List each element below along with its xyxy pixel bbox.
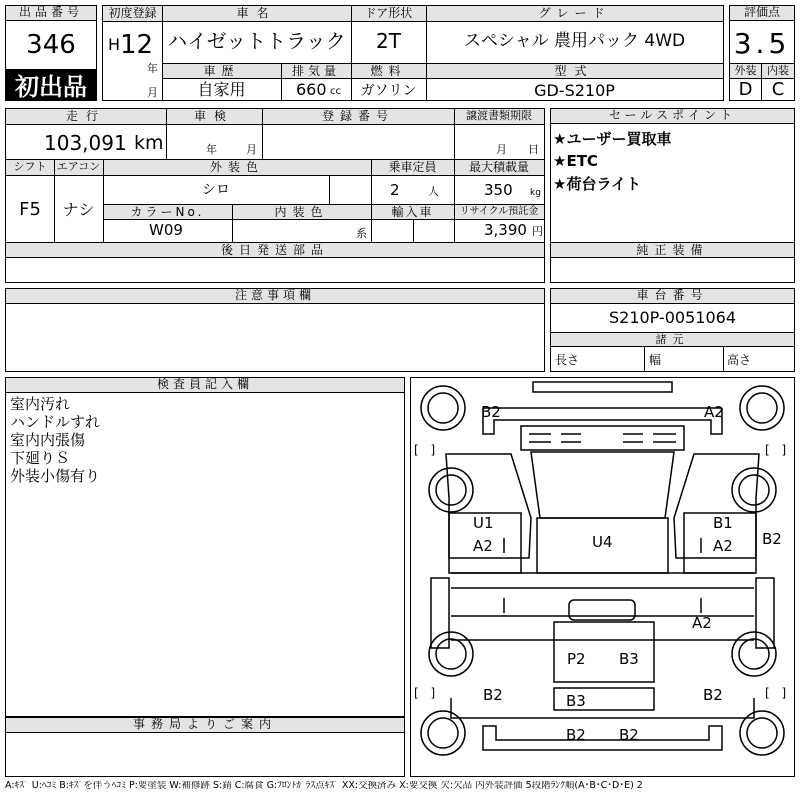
shift-label: シフト [13, 160, 47, 173]
chassis-label: 車台番号 [551, 289, 794, 304]
damage-mark: B2 [481, 403, 501, 421]
inspector-line: 下廻りＳ [10, 449, 71, 467]
damage-mark: U4 [592, 533, 613, 551]
inspection-label: 車検 [193, 109, 234, 123]
vehicle-name: ハイゼットトラック [167, 29, 346, 53]
transfer-label: 譲渡書類期限 [466, 109, 532, 122]
int-color-unit: 系 [356, 227, 367, 240]
bracket-mark: [ ] [765, 443, 787, 457]
score-label: 評価点 [730, 6, 794, 21]
damage-mark: B3 [619, 650, 639, 668]
inspector-line: 外装小傷有り [10, 467, 101, 485]
door-type: 2T [376, 29, 401, 53]
sales-point: ★ETC [553, 152, 598, 170]
damage-mark: B1 [713, 514, 733, 532]
width-label: 幅 [649, 353, 662, 367]
height-label: 高さ [727, 353, 752, 367]
fuel-label: 燃料 [370, 64, 407, 78]
color-label: 外装色 [209, 160, 264, 174]
inspector-box [5, 377, 405, 717]
aircon-value: ナシ [62, 200, 95, 219]
notes-label: 注意事項欄 [6, 289, 544, 304]
truck-outline-diagram [411, 378, 794, 776]
damage-mark: B2 [483, 686, 503, 704]
sales-point: ★ユーザー買取車 [553, 130, 672, 148]
sales-box [550, 108, 795, 283]
first-listing-badge: 初出品 [6, 69, 96, 100]
transfer-month-unit: 月 [496, 143, 507, 156]
color-no-label: カラーNo. [130, 205, 205, 219]
length-label: 長さ [555, 353, 580, 367]
inspector-line: 室内内張傷 [10, 431, 86, 449]
inspector-line: ハンドルすれ [10, 413, 101, 431]
bracket-mark: [ ] [414, 686, 436, 700]
mileage-value: 103,091 [44, 131, 127, 155]
displacement-label: 排気量 [291, 64, 340, 78]
displacement-value: 660 [296, 80, 327, 99]
first-reg-year: 12 [120, 30, 154, 60]
recycle-label: リサイクル預託金 [459, 206, 539, 217]
grade: スペシャル 農用パック 4WD [463, 31, 686, 51]
legend: A:ｷｽﾞ U:ﾍｺﾐ B:ｷｽﾞを伴うﾍｺﾐ P:要塗装 W:補修跡 S:錆 C:腐食 G:ﾌﾛﾝﾄｶﾞﾗｽ点ｷｽﾞ XX:交換済み X:要交換 欠:欠品 内外装評価 5段階ﾗﾝｸ順(A･B･C･D･E) 2 [5, 781, 643, 791]
displacement-unit: cc [330, 86, 341, 97]
model-value: GD-S210P [534, 81, 615, 100]
later-parts-label: 後日発送部品 [220, 243, 329, 257]
notes-box [5, 288, 545, 372]
damage-mark: B2 [703, 686, 723, 704]
aircon-label: エアコン [56, 160, 101, 173]
mileage-label: 走行 [65, 109, 106, 123]
sales-point: ★荷台ライト [553, 175, 641, 193]
damage-mark: B2 [619, 726, 639, 744]
load-unit: kg [530, 188, 541, 198]
history-label: 車歴 [203, 64, 240, 78]
vehicle-header [102, 5, 724, 101]
inspection-year-unit: 年 [206, 143, 217, 156]
inspection-month-unit: 月 [246, 143, 257, 156]
load-label: 最大積載量 [468, 160, 529, 174]
chassis-number: S210P-0051064 [608, 308, 737, 327]
sales-label: セールスポイント [551, 109, 794, 124]
damage-mark: A2 [713, 537, 733, 555]
interior-grade: C [771, 79, 785, 100]
chassis-box [550, 288, 795, 372]
door-label: ドア形状 [364, 6, 413, 20]
exterior-label: 外装 [734, 64, 757, 77]
import-label: 輸入車 [391, 205, 434, 219]
lot-number: 346 [26, 30, 76, 60]
damage-mark: A2 [692, 614, 712, 632]
inspector-label: 検査員記入欄 [6, 378, 404, 393]
interior-label: 内装 [767, 64, 789, 77]
details-box [5, 108, 545, 283]
damage-mark: A2 [473, 537, 493, 555]
transfer-day-unit: 日 [528, 143, 539, 156]
grade-label: グレード [538, 6, 611, 20]
seats-unit: 人 [428, 185, 439, 198]
office-box [5, 717, 405, 777]
damage-mark: U1 [473, 514, 494, 532]
fuel-value: ガソリン [360, 83, 417, 99]
plate-label: 登録番号 [321, 109, 394, 123]
reg-label: 初度登録 [108, 6, 157, 20]
color-no-value: W09 [149, 221, 183, 239]
damage-mark: B2 [762, 530, 782, 548]
damage-mark: P2 [567, 650, 586, 668]
color-value: シロ [202, 182, 230, 198]
score-value: 3.5 [733, 26, 791, 60]
name-label: 車名 [236, 6, 277, 20]
score-box [729, 5, 795, 101]
inspector-line: 室内汚れ [10, 395, 71, 413]
recycle-value: 3,390 [484, 221, 527, 239]
seats-label: 乗車定員 [388, 160, 437, 174]
vehicle-diagram [410, 377, 795, 777]
equipment-label: 純正装備 [636, 243, 709, 257]
exterior-grade: D [738, 79, 753, 100]
month-unit: 月 [147, 86, 158, 99]
damage-mark: B3 [566, 692, 586, 710]
lot-number-label: 出品番号 [6, 6, 96, 21]
office-label: 事務局よりご案内 [6, 718, 404, 733]
era: H [108, 35, 121, 54]
bracket-mark: [ ] [414, 443, 436, 457]
shift-value: F5 [19, 199, 41, 220]
seats-value: 2 [390, 181, 400, 199]
spec-label: 諸元 [655, 333, 690, 346]
bracket-mark: [ ] [765, 686, 787, 700]
damage-mark: B2 [566, 726, 586, 744]
lot-box [5, 5, 97, 101]
recycle-unit: 円 [532, 225, 543, 238]
damage-mark: A2 [704, 403, 724, 421]
model-label: 型式 [554, 64, 595, 78]
history-value: 自家用 [197, 80, 246, 99]
year-unit: 年 [147, 62, 158, 75]
mileage-unit: km [134, 132, 164, 154]
load-value: 350 [484, 181, 513, 199]
int-color-label: 内装色 [274, 205, 329, 219]
